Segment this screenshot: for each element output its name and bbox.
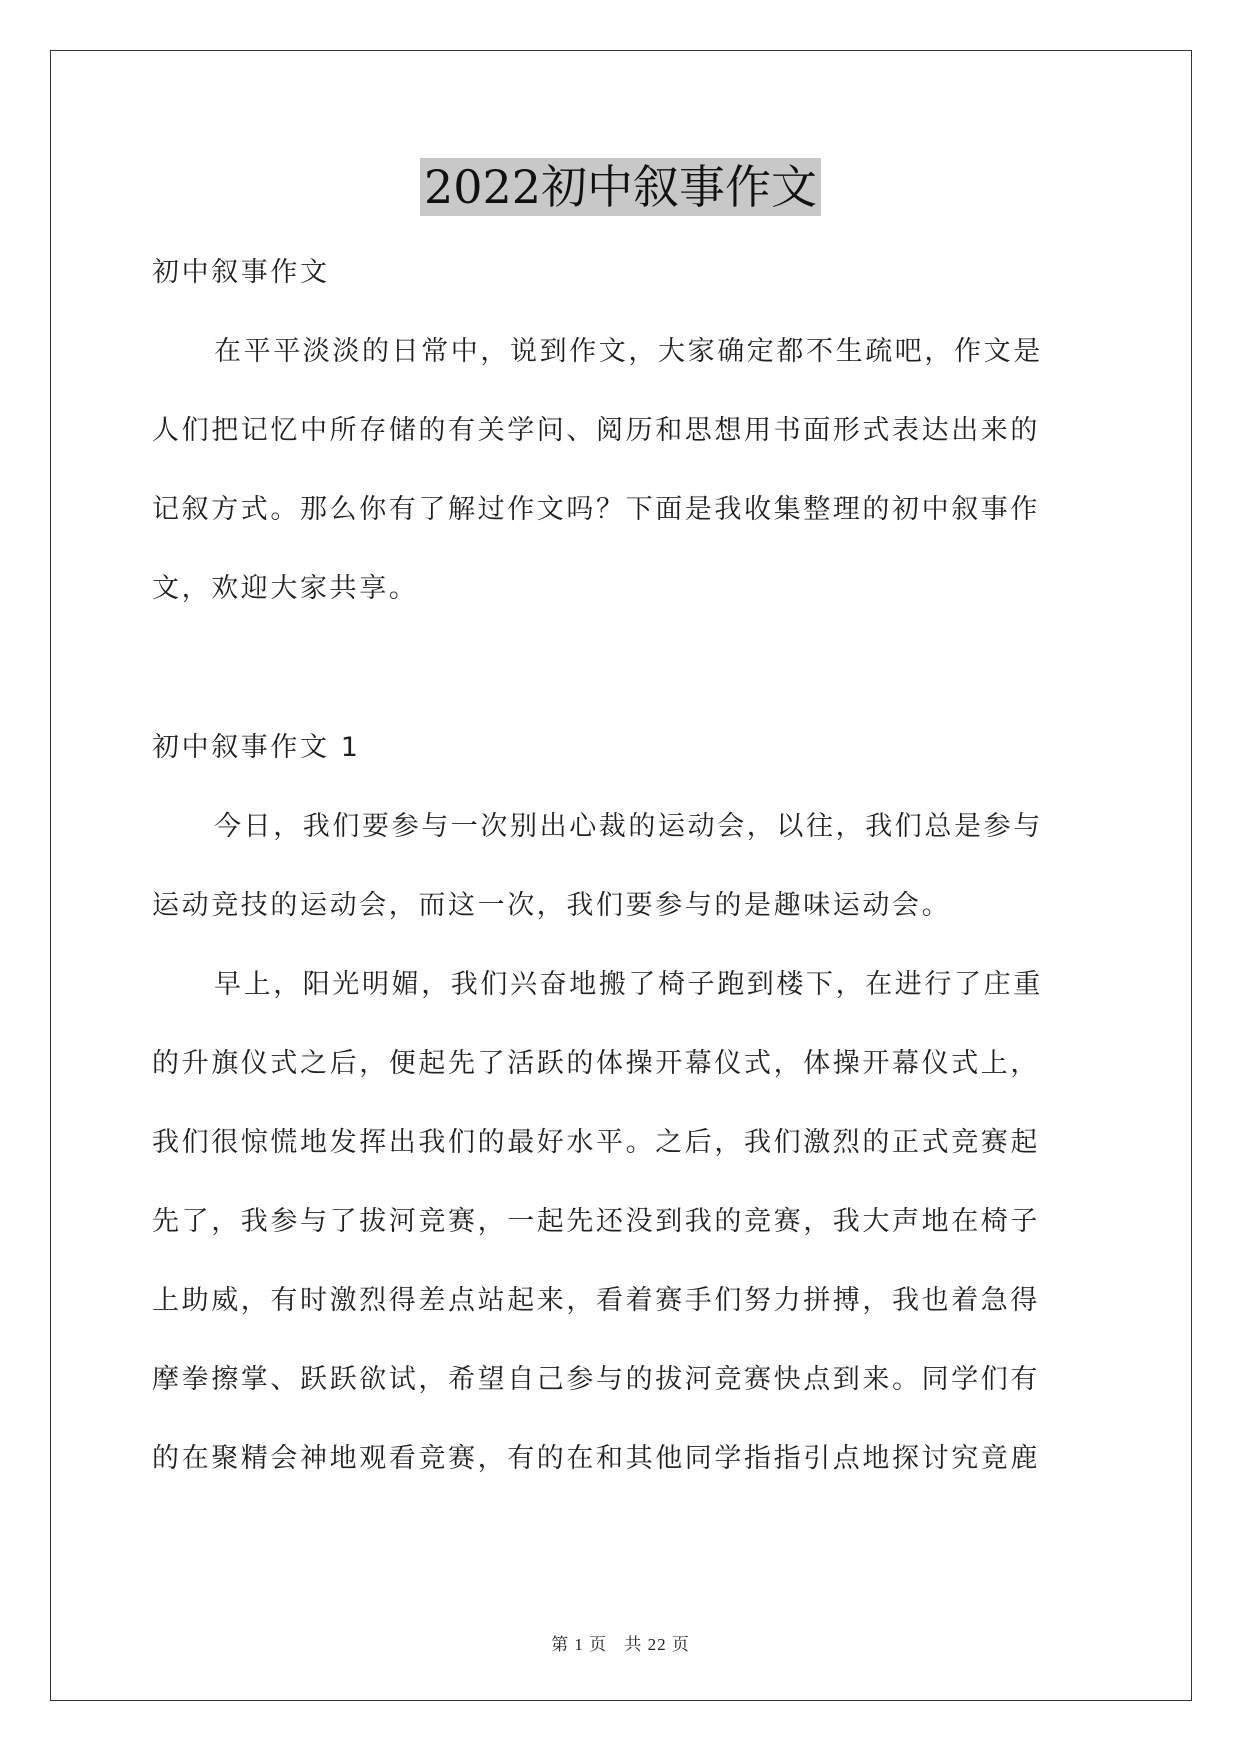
intro-heading: 初中叙事作文 bbox=[152, 257, 330, 288]
paragraph-line: 摩拳擦掌、跃跃欲试，希望自己参与的拔河竞赛快点到来。同学们有 bbox=[152, 1364, 1040, 1395]
intro-line: 记叙方式。那么你有了解过作文吗？下面是我收集整理的初中叙事作 bbox=[152, 494, 1040, 525]
paragraph-line: 早上，阳光明媚，我们兴奋地搬了椅子跑到楼下，在进行了庄重 bbox=[214, 969, 1043, 1000]
intro-line: 人们把记忆中所存储的有关学问、阅历和思想用书面形式表达出来的 bbox=[152, 415, 1040, 446]
page-number: 第 1 页 bbox=[551, 1635, 608, 1654]
paragraph-line: 我们很惊慌地发挥出我们的最好水平。之后，我们激烈的正式竞赛起 bbox=[152, 1127, 1040, 1158]
section-heading: 初中叙事作文 1 bbox=[152, 732, 361, 763]
paragraph-line: 先了，我参与了拔河竞赛，一起先还没到我的竞赛，我大声地在椅子 bbox=[152, 1206, 1040, 1237]
section-spacer bbox=[152, 628, 1092, 708]
paragraph-line: 的在聚精会神地观看竞赛，有的在和其他同学指指引点地探讨究竟鹿 bbox=[152, 1443, 1040, 1474]
intro-line: 文，欢迎大家共享。 bbox=[152, 573, 419, 604]
paragraph-line: 上助威，有时激烈得差点站起来，看着赛手们努力拼搏，我也着急得 bbox=[152, 1285, 1040, 1316]
page-total: 共 22 页 bbox=[624, 1635, 690, 1654]
document-body bbox=[152, 233, 1092, 1498]
paragraph-line: 今日，我们要参与一次别出心裁的运动会，以往，我们总是参与 bbox=[214, 811, 1043, 842]
page-footer bbox=[0, 1630, 1241, 1655]
document-title: 2022初中叙事作文 bbox=[420, 158, 821, 216]
paragraph-line: 的升旗仪式之后，便起先了活跃的体操开幕仪式，体操开幕仪式上， bbox=[152, 1048, 1040, 1079]
paragraph-line: 运动竞技的运动会，而这一次，我们要参与的是趣味运动会。 bbox=[152, 890, 952, 921]
intro-line: 在平平淡淡的日常中，说到作文，大家确定都不生疏吧，作文是 bbox=[214, 336, 1043, 367]
title-container bbox=[0, 158, 1241, 216]
